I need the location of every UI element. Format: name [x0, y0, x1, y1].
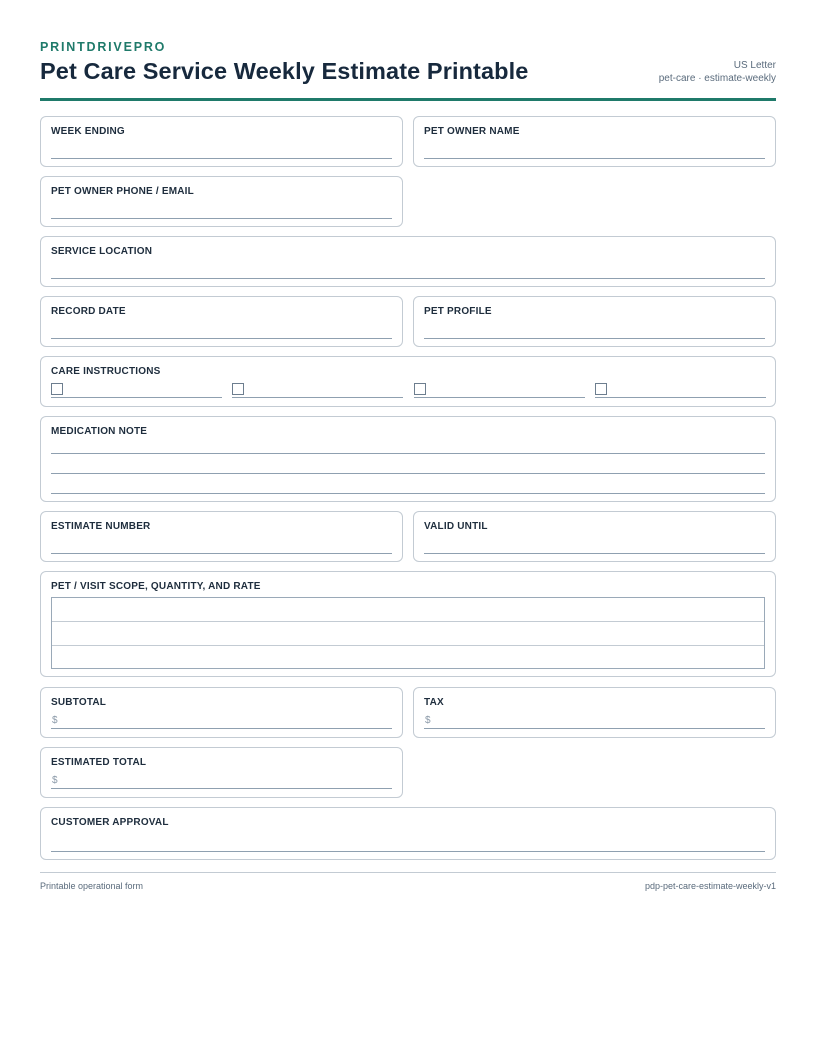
care-option-1 [51, 383, 222, 399]
care-option-2 [232, 383, 403, 399]
service-location-field [40, 236, 776, 287]
tax-field [413, 687, 776, 738]
subtotal-label: SUBTOTAL [51, 697, 107, 708]
form-title: Pet Care Service Weekly Estimate Printable [40, 58, 529, 84]
scope-table-label: PET / VISIT SCOPE, QUANTITY, AND RATE [51, 581, 261, 592]
estimate-number-field [40, 511, 403, 562]
pet-owner-name-line[interactable] [424, 158, 765, 159]
care-instructions-label: CARE INSTRUCTIONS [51, 366, 161, 377]
care-instructions-field [40, 356, 776, 407]
medication-note-label: MEDICATION NOTE [51, 426, 148, 437]
subtotal-currency: $ [52, 715, 58, 726]
care-option-2-checkbox[interactable] [232, 383, 244, 395]
tax-label: TAX [424, 697, 444, 708]
care-option-3-checkbox[interactable] [414, 383, 426, 395]
care-option-1-line[interactable] [51, 397, 222, 398]
care-option-4 [595, 383, 766, 399]
customer-approval-label: CUSTOMER APPROVAL [51, 817, 169, 828]
record-date-field [40, 296, 403, 347]
brand-name: PRINTDRIVEPRO [40, 40, 167, 54]
customer-approval-field [40, 807, 776, 860]
form-header [40, 40, 776, 101]
week-ending-field [40, 116, 403, 167]
record-date-label: RECORD DATE [51, 306, 126, 317]
pet-profile-label: PET PROFILE [424, 306, 492, 317]
scope-table-row-divider [52, 645, 764, 646]
valid-until-line[interactable] [424, 553, 765, 554]
estimate-number-label: ESTIMATE NUMBER [51, 521, 151, 532]
valid-until-label: VALID UNTIL [424, 521, 488, 532]
week-ending-label: WEEK ENDING [51, 126, 125, 137]
form-footer [40, 872, 776, 891]
medication-note-line-1[interactable] [51, 453, 765, 454]
subtotal-field [40, 687, 403, 738]
week-ending-line[interactable] [51, 158, 392, 159]
footer-description: Printable operational form [40, 881, 144, 891]
estimated-total-label: ESTIMATED TOTAL [51, 757, 147, 768]
care-option-4-checkbox[interactable] [595, 383, 607, 395]
form-category: pet-care · estimate-weekly [658, 73, 776, 84]
care-option-2-line[interactable] [232, 397, 403, 398]
record-date-line[interactable] [51, 338, 392, 339]
care-option-1-checkbox[interactable] [51, 383, 63, 395]
service-location-line[interactable] [51, 278, 765, 279]
subtotal-line[interactable] [51, 728, 392, 729]
medication-note-field [40, 416, 776, 502]
pet-owner-name-field [413, 116, 776, 167]
pet-owner-contact-label: PET OWNER PHONE / EMAIL [51, 186, 194, 197]
care-option-3-line[interactable] [414, 397, 585, 398]
care-option-3 [414, 383, 585, 399]
estimated-total-line[interactable] [51, 788, 392, 789]
service-location-label: SERVICE LOCATION [51, 246, 153, 257]
paper-size: US Letter [733, 60, 776, 71]
estimate-number-line[interactable] [51, 553, 392, 554]
medication-note-line-2[interactable] [51, 473, 765, 474]
scope-table [51, 597, 765, 669]
valid-until-field [413, 511, 776, 562]
medication-note-line-3[interactable] [51, 493, 765, 494]
scope-table-row-divider [52, 621, 764, 622]
tax-line[interactable] [424, 728, 765, 729]
estimated-total-currency: $ [52, 775, 58, 786]
tax-currency: $ [425, 715, 431, 726]
form-meta [659, 59, 776, 85]
pet-profile-line[interactable] [424, 338, 765, 339]
footer-form-id: pdp-pet-care-estimate-weekly-v1 [644, 881, 776, 891]
estimated-total-field [40, 747, 403, 798]
customer-approval-line[interactable] [51, 851, 765, 852]
pet-owner-contact-line[interactable] [51, 218, 392, 219]
pet-owner-name-label: PET OWNER NAME [424, 126, 520, 137]
pet-owner-contact-field [40, 176, 403, 227]
scope-table-field [40, 571, 776, 677]
pet-profile-field [413, 296, 776, 347]
care-option-4-line[interactable] [595, 397, 766, 398]
